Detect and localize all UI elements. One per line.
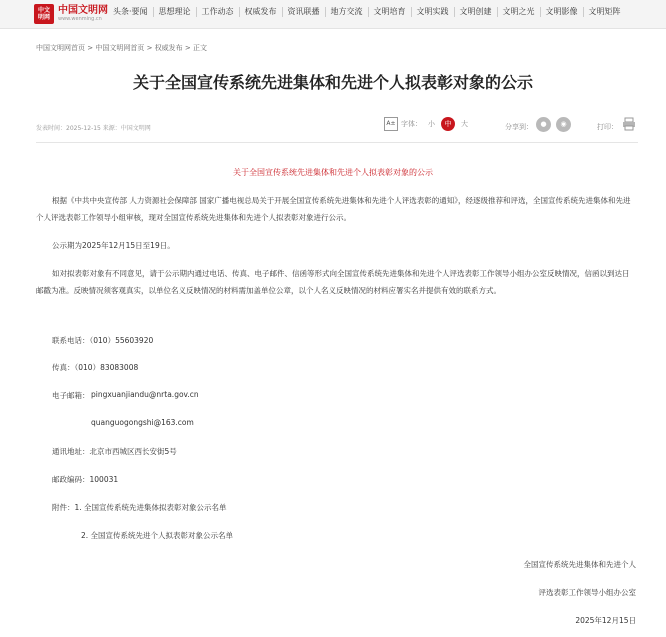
font-size-medium-button[interactable]: 中 bbox=[441, 117, 455, 131]
font-size-small-button[interactable]: 小 bbox=[428, 120, 435, 128]
nav-item-cultivation[interactable]: 文明培育 bbox=[368, 7, 411, 17]
contact-email-1[interactable]: pingxuanjiandu@nrta.gov.cn bbox=[91, 390, 199, 399]
header-divider bbox=[36, 142, 638, 143]
breadcrumb-current: 正文 bbox=[193, 44, 208, 52]
contact-email-2[interactable]: quanguogongshi@163.com bbox=[91, 418, 194, 427]
logo-url: www.wenming.cn bbox=[58, 16, 102, 22]
main-nav bbox=[113, 7, 626, 17]
nav-item-theory[interactable]: 思想理论 bbox=[153, 7, 196, 17]
contact-postcode: 邮政编码：100031 bbox=[52, 475, 119, 484]
signature-org: 全国宣传系统先进集体和先进个人 bbox=[523, 560, 636, 569]
top-navigation-bar bbox=[0, 0, 666, 29]
font-size-tools bbox=[384, 117, 468, 131]
nav-item-matrix[interactable]: 文明矩阵 bbox=[583, 7, 626, 17]
nav-item-local[interactable]: 地方交流 bbox=[325, 7, 368, 17]
attachment-1[interactable]: 附件：1. 全国宣传系统先进集体拟表彰对象公示名单 bbox=[52, 503, 227, 512]
font-size-icon: A± bbox=[384, 117, 398, 131]
logo-seal bbox=[34, 4, 54, 24]
article-meta: 发表时间：2025-12-15 来源：中国文明网 bbox=[36, 125, 151, 132]
print-icon[interactable] bbox=[622, 117, 636, 131]
nav-item-work[interactable]: 工作动态 bbox=[196, 7, 239, 17]
contact-address: 通讯地址：北京市西城区西长安街5号 bbox=[52, 447, 177, 456]
breadcrumb-home[interactable]: 中国文明网首页 bbox=[36, 44, 85, 52]
breadcrumb-separator: > bbox=[87, 44, 94, 52]
article-paragraph: 根据《中共中央宣传部 人力资源社会保障部 国家广播电视总局关于开展全国宣传系统先进集体和先进个人评选表彰的通知》，经逐级推荐和评选，全国宣传系统先进集体和先进个人评选表彰工作领导小组审核，现对全国宣传系统先进集体和先进个人拟表彰对象进行公示。 bbox=[36, 196, 631, 222]
nav-item-light[interactable]: 文明之光 bbox=[497, 7, 540, 17]
article-subtitle: 关于全国宣传系统先进集体和先进个人拟表彰对象的公示 bbox=[233, 168, 433, 177]
breadcrumb bbox=[36, 43, 207, 53]
logo-seal-line: 明网 bbox=[37, 14, 50, 21]
logo-name: 中国文明网 bbox=[58, 5, 108, 16]
breadcrumb-separator: > bbox=[146, 44, 153, 52]
signature-date: 2025年12月15日 bbox=[575, 616, 636, 625]
contact-email-label: 电子邮箱： bbox=[52, 391, 90, 400]
print-label: 打印： bbox=[597, 123, 618, 131]
nav-item-headlines[interactable]: 头条·要闻 bbox=[113, 7, 148, 16]
article-paragraph: 如对拟表彰对象有不同意见，请于公示期内通过电话、传真、电子邮件、信函等形式向全国宣传系统先进集体和先进个人评选表彰工作领导小组办公室反映情况，信函以到达日邮戳为准。反映情况须客观真实，以单位名义反映情况的材料需加盖单位公章，以个人名义反映情况的材料应署实名并提供有效的联系方式。 bbox=[36, 269, 630, 295]
font-size-label: 字体： bbox=[401, 120, 422, 128]
breadcrumb-home-2[interactable]: 中国文明网首页 bbox=[95, 44, 145, 52]
attachment-2[interactable]: 2. 全国宣传系统先进个人拟表彰对象公示名单 bbox=[81, 531, 234, 540]
nav-item-official[interactable]: 权威发布 bbox=[239, 7, 282, 17]
font-size-large-button[interactable]: 大 bbox=[461, 120, 468, 128]
site-logo[interactable] bbox=[34, 4, 108, 24]
share-label: 分享到： bbox=[505, 123, 533, 131]
nav-item-news[interactable]: 资讯联播 bbox=[282, 7, 325, 17]
nav-item-practice[interactable]: 文明实践 bbox=[411, 7, 454, 17]
nav-item-images[interactable]: 文明影像 bbox=[540, 7, 583, 17]
wechat-share-icon[interactable]: ● bbox=[536, 117, 551, 132]
nav-item-creation[interactable]: 文明创建 bbox=[454, 7, 497, 17]
article-paragraph: 公示期为2025年12月15日至19日。 bbox=[52, 241, 175, 250]
page-title: 关于全国宣传系统先进集体和先进个人拟表彰对象的公示 bbox=[132, 73, 533, 92]
signature-office: 评选表彰工作领导小组办公室 bbox=[538, 588, 636, 597]
breadcrumb-official[interactable]: 权威发布 bbox=[154, 44, 183, 52]
weibo-share-icon[interactable]: ◉ bbox=[556, 117, 571, 132]
contact-phone: 联系电话：（010）55603920 bbox=[52, 336, 154, 345]
contact-fax: 传真：（010）83083008 bbox=[52, 363, 139, 372]
logo-seal-line: 中文 bbox=[37, 7, 50, 14]
breadcrumb-separator: > bbox=[184, 44, 191, 52]
